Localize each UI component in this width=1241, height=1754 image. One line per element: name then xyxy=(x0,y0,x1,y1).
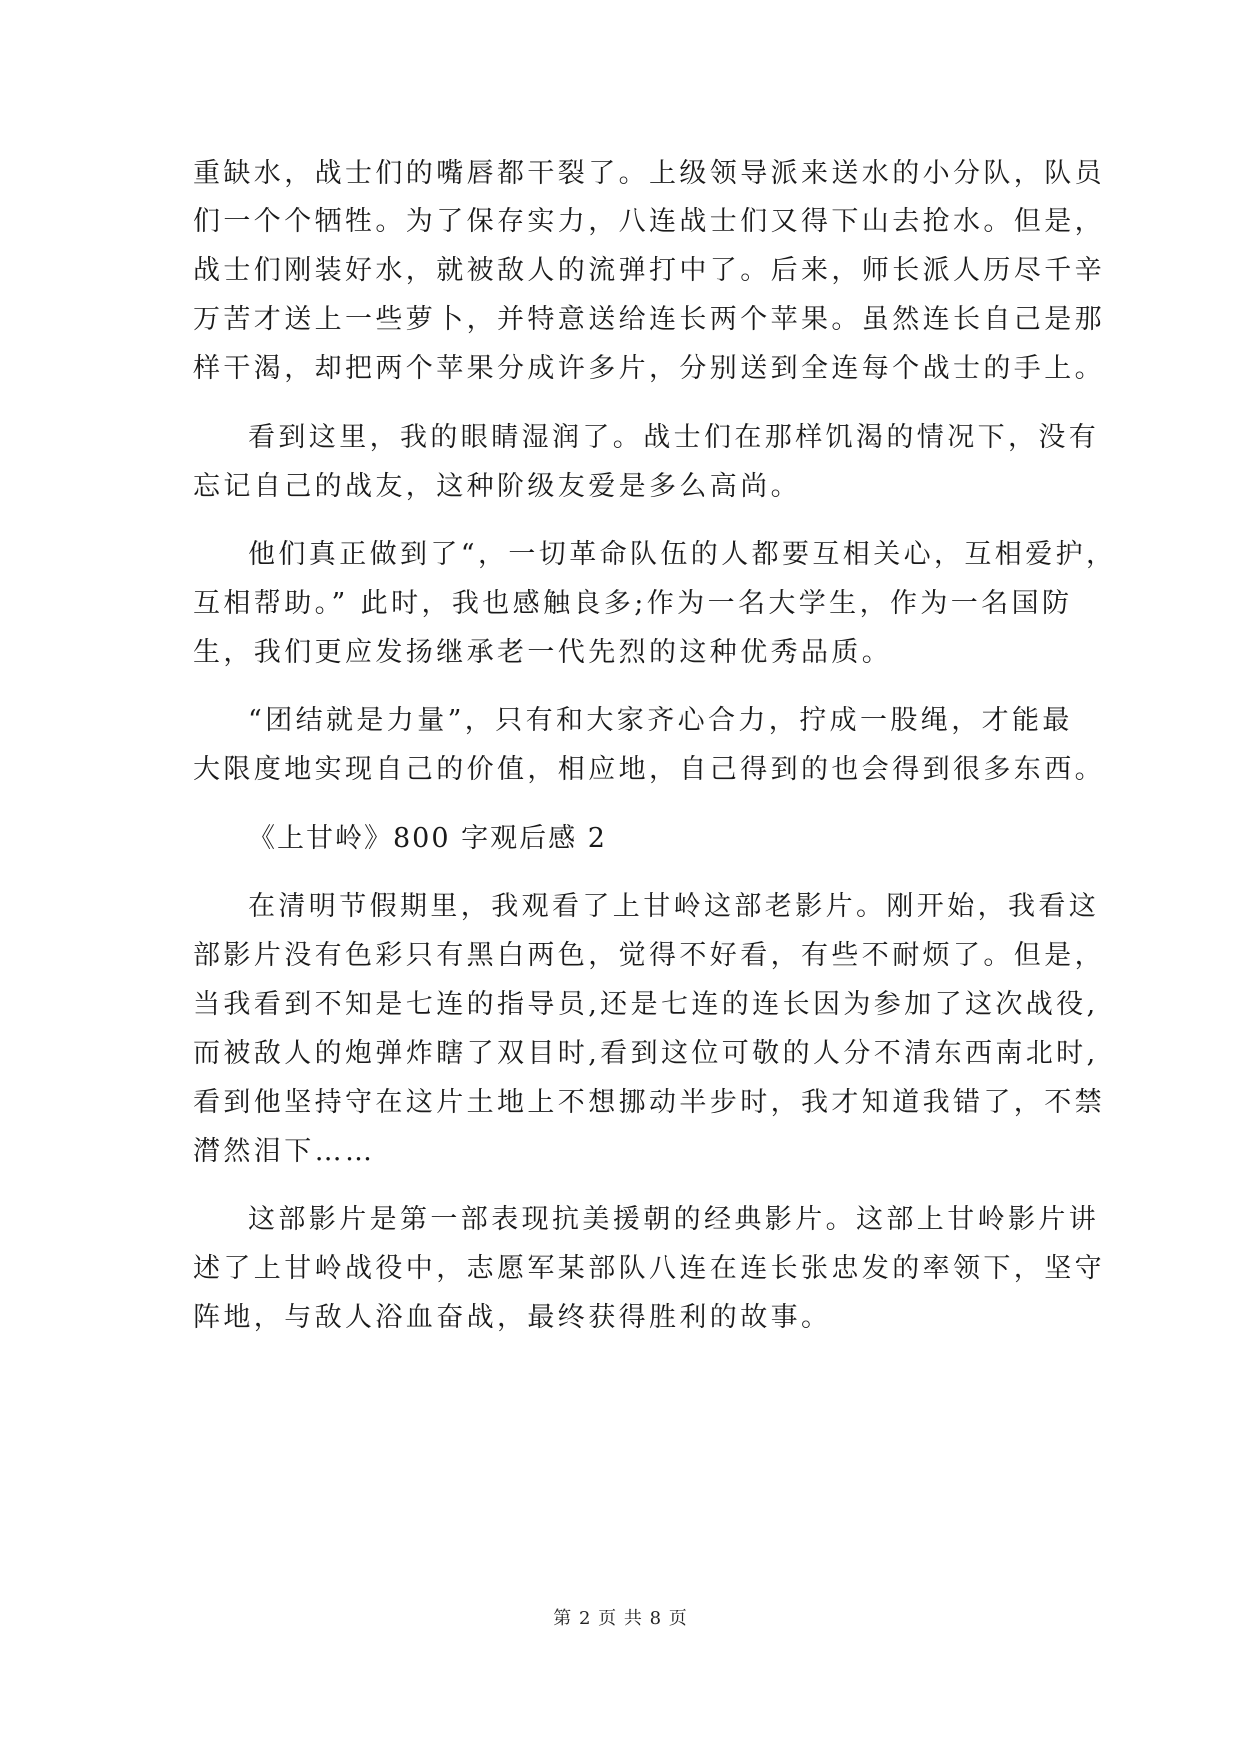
text-line: 述了上甘岭战役中，志愿军某部队八连在连长张忠发的率领下，坚守 xyxy=(193,1253,1105,1284)
text-line: 在清明节假期里，我观看了上甘岭这部老影片。刚开始，我看这 xyxy=(248,891,1100,922)
text-line: 互相帮助。” 此时，我也感触良多;作为一名大学生，作为一名国防 xyxy=(193,588,1073,619)
text-line: 部影片没有色彩只有黑白两色，觉得不好看，有些不耐烦了。但是， xyxy=(193,940,1105,971)
text-line: 大限度地实现自己的价值，相应地，自己得到的也会得到很多东西。 xyxy=(193,754,1105,785)
text-line: 当我看到不知是七连的指导员,还是七连的连长因为参加了这次战役, xyxy=(193,989,1099,1020)
text-line: 生，我们更应发扬继承老一代先烈的这种优秀品质。 xyxy=(193,637,893,668)
text-line: 重缺水，战士们的嘴唇都干裂了。上级领导派来送水的小分队，队员 xyxy=(193,158,1105,189)
text-line: 阵地，与敌人浴血奋战，最终获得胜利的故事。 xyxy=(193,1302,832,1333)
text-line: “团结就是力量”，只有和大家齐心合力，拧成一股绳，才能最 xyxy=(248,705,1073,736)
text-line: 而被敌人的炮弹炸瞎了双目时,看到这位可敬的人分不清东西南北时, xyxy=(193,1038,1099,1069)
text-line: 看到这里，我的眼睛湿润了。战士们在那样饥渴的情况下，没有 xyxy=(248,422,1100,453)
text-line: 这部影片是第一部表现抗美援朝的经典影片。这部上甘岭影片讲 xyxy=(248,1204,1100,1235)
text-line: 潸然泪下…… xyxy=(193,1136,376,1167)
text-line: 们一个个牺牲。为了保存实力，八连战士们又得下山去抢水。但是， xyxy=(193,206,1105,237)
text-line: 样干渴，却把两个苹果分成许多片，分别送到全连每个战士的手上。 xyxy=(193,353,1105,384)
text-line: 看到他坚持守在这片土地上不想挪动半步时，我才知道我错了，不禁 xyxy=(193,1087,1105,1118)
text-line: 他们真正做到了“，一切革命队伍的人都要互相关心，互相爱护， xyxy=(248,539,1117,570)
page-footer: 第 2 页 共 8 页 xyxy=(553,1608,688,1629)
text-line: 战士们刚装好水，就被敌人的流弹打中了。后来，师长派人历尽千辛 xyxy=(193,255,1105,286)
text-line: 忘记自己的战友，这种阶级友爱是多么高尚。 xyxy=(193,471,801,502)
section-heading: 《上甘岭》800 字观后感 2 xyxy=(248,823,607,854)
text-line: 万苦才送上一些萝卜，并特意送给连长两个苹果。虽然连长自己是那 xyxy=(193,304,1105,335)
